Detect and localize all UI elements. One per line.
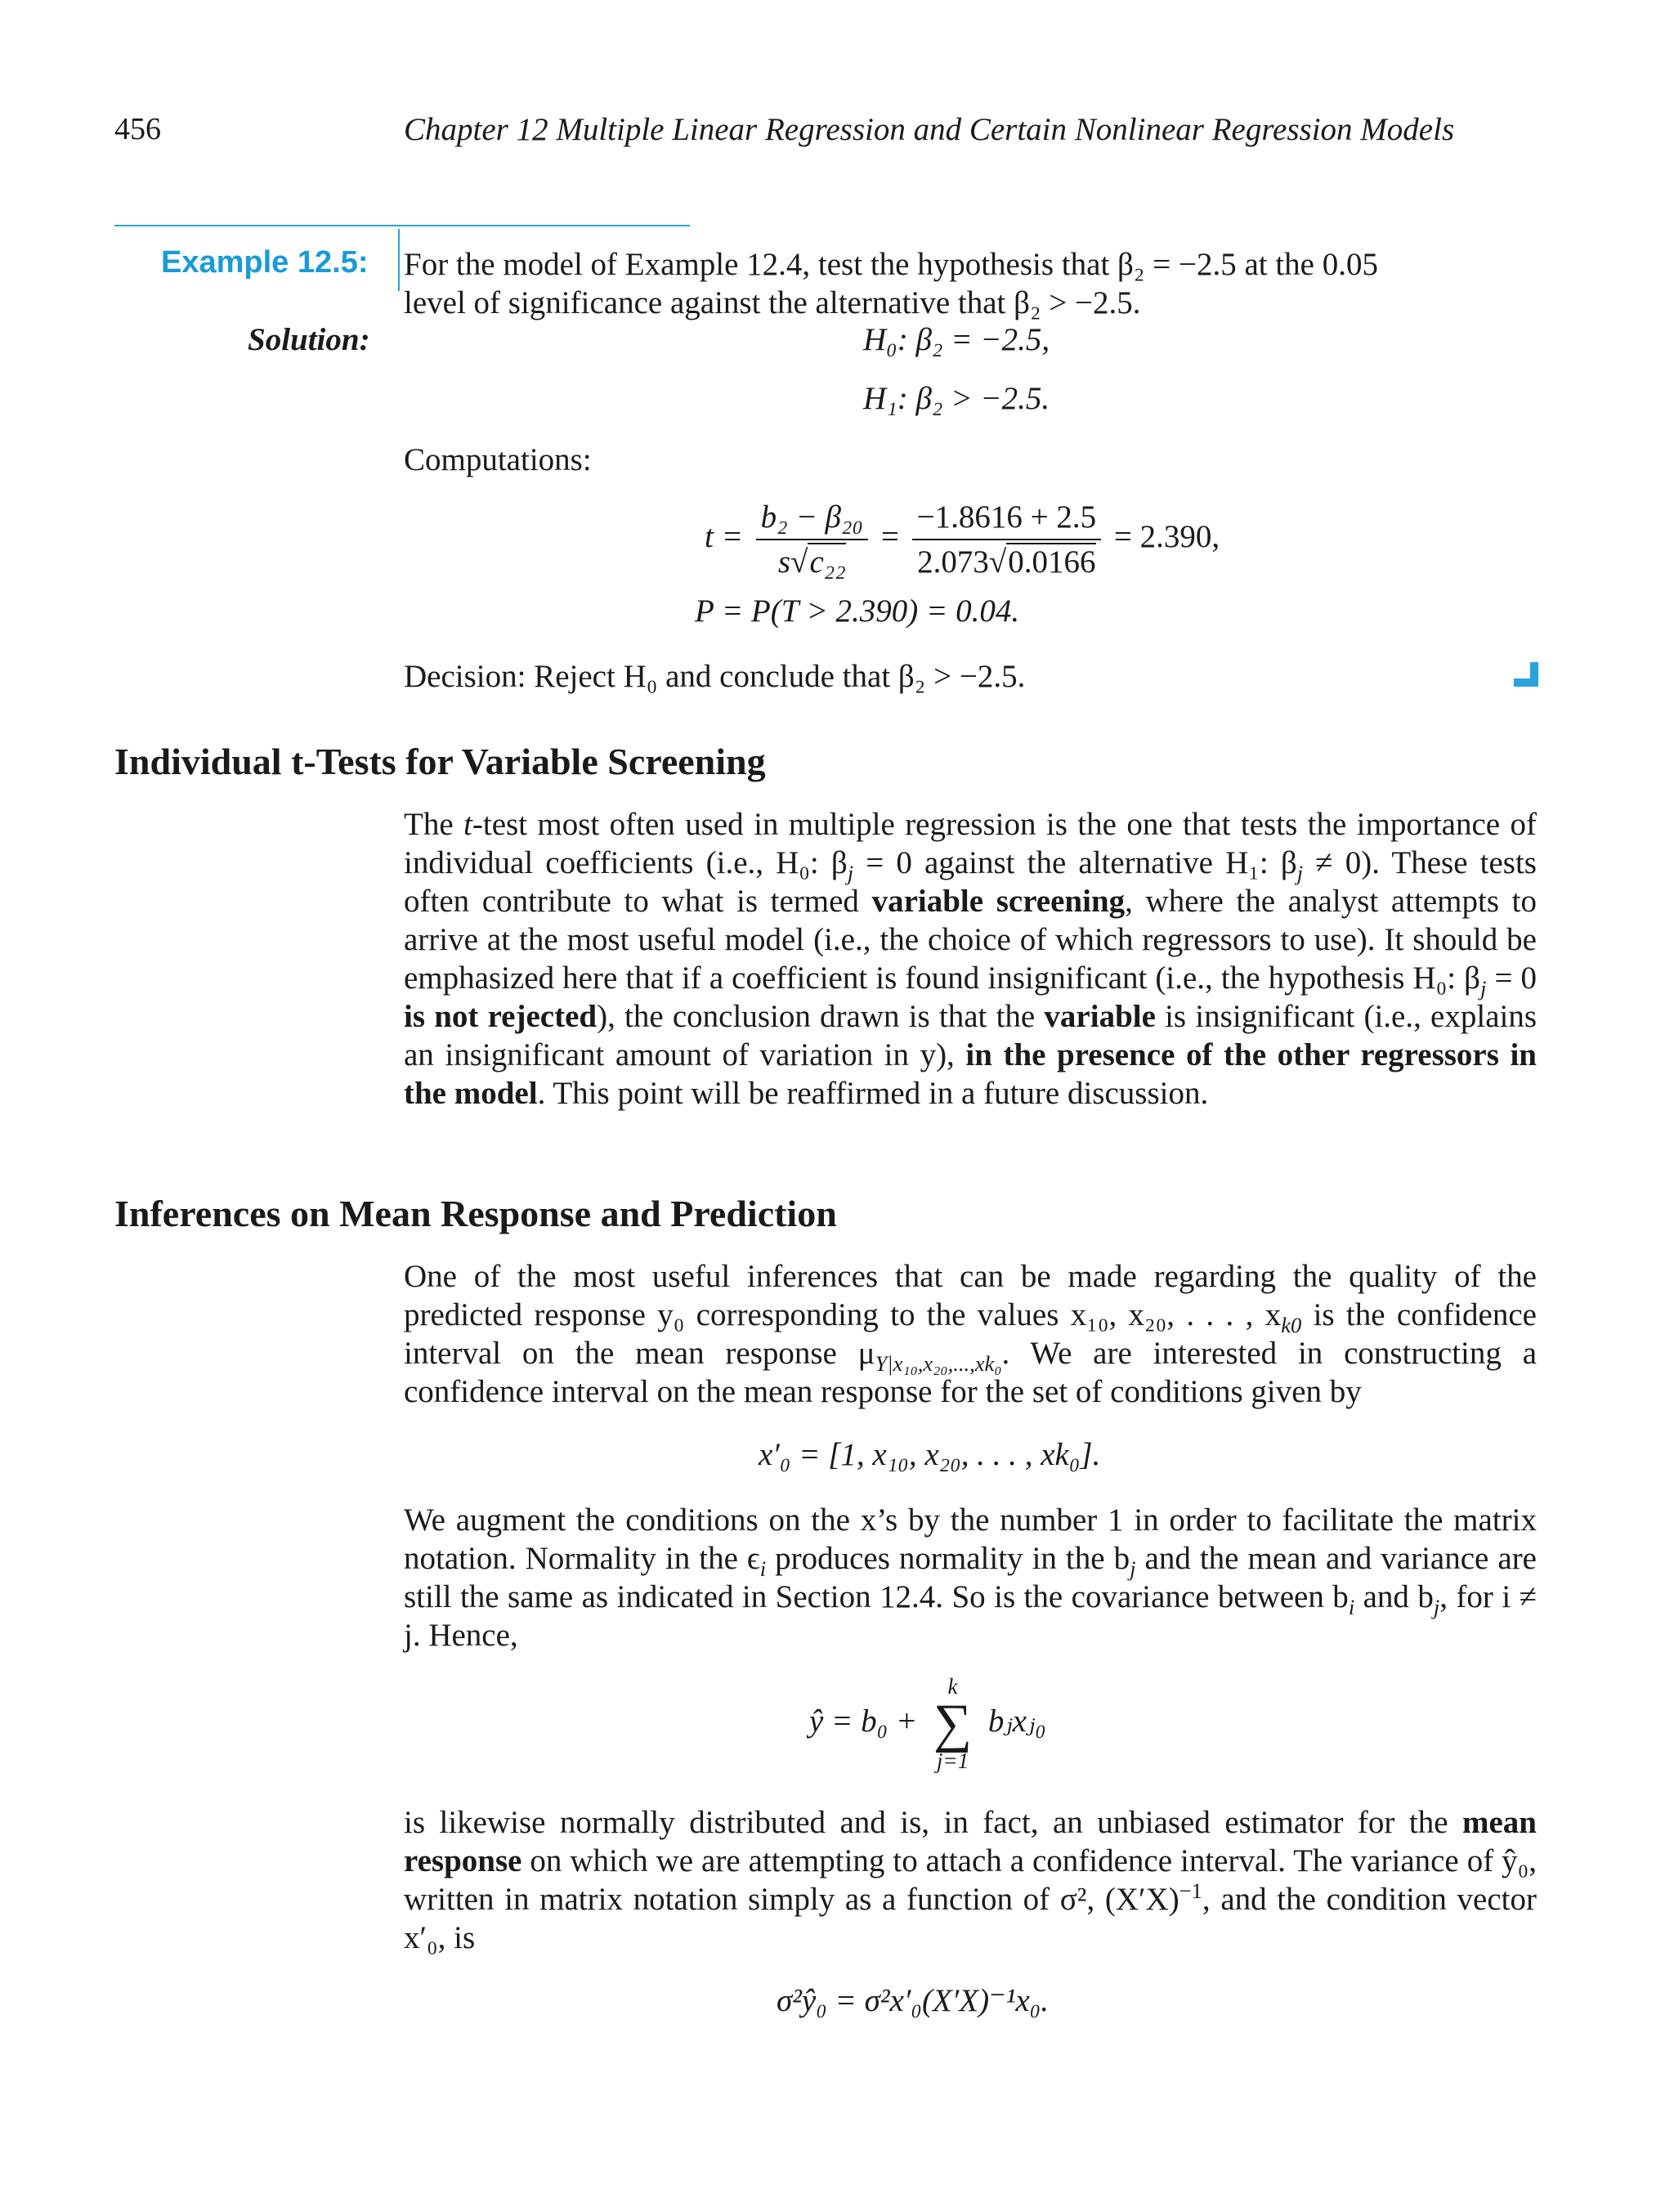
text-run: . This point will be reaffirmed in a future discussion.	[537, 1076, 1209, 1111]
text-run: , and the condition vector x′₀, is	[404, 1882, 1537, 1955]
equation-x0-vector: x′₀ = [1, x₁₀, x₂₀, . . . , xk₀].	[759, 1437, 1101, 1472]
t-fraction-numeric-num: −1.8616 + 2.5	[912, 499, 1102, 540]
text-run: and b	[1354, 1579, 1434, 1614]
text-run: The	[404, 807, 464, 842]
text-run: We augment the conditions on the x’s by the number 1 in order to facilitate the matrix notation. Normality in the ϵ	[404, 1502, 1537, 1576]
example-side-bar	[398, 229, 400, 291]
section2-paragraph2	[404, 1501, 1537, 1655]
section2-paragraph1	[404, 1257, 1537, 1411]
text-run: and the mean and variance are still the same as indicated in Section 12.4. So is the covariance between b	[404, 1541, 1537, 1614]
hypothesis-h1: H₁: β₂ > −2.5.	[863, 381, 1050, 416]
t-fraction-symbolic-den-s: s	[777, 544, 791, 580]
section2-paragraph3	[404, 1803, 1537, 1957]
text-run: on which we are attempting to attach a confidence interval. The variance of ŷ₀, written in matrix notation simply as a function of σ², (X′X)	[404, 1843, 1537, 1917]
running-head: Chapter 12 Multiple Linear Regression and Certain Nonlinear Regression Models	[404, 112, 1455, 147]
section-heading-mean-response: Inferences on Mean Response and Prediction	[114, 1193, 837, 1234]
text-run: = 0	[1486, 960, 1537, 996]
decision-text: Decision: Reject H₀ and conclude that β₂ > −2.5.	[404, 659, 1026, 694]
equation-variance-yhat: σ²ŷ₀ = σ²x′₀(X′X)⁻¹x₀.	[777, 1983, 1049, 2018]
text-run: , for i ≠ j. Hence,	[404, 1579, 1537, 1653]
example-statement-line1: For the model of Example 12.4, test the hypothesis that β₂ = −2.5 at the 0.05	[404, 247, 1378, 282]
text-run: One of the most useful inferences that can be made regarding the quality of the predicted response y₀ corresponding to the values x₁₀, x₂₀, . . . , x	[404, 1259, 1537, 1332]
t-statistic-equation	[705, 499, 1220, 580]
text-run: produces normality in the b	[766, 1541, 1130, 1576]
text-run: is likewise normally distributed and is, in fact, an unbiased estimator for the	[404, 1805, 1462, 1840]
text-run: t	[463, 807, 472, 842]
section1-paragraph	[404, 805, 1537, 1113]
example-statement-line2: level of significance against the alternative that β₂ > −2.5.	[404, 285, 1141, 320]
equation-yhat	[809, 1676, 1046, 1772]
text-run: . We are interested in constructing a confidence interval on the mean response for the set of conditions given by	[404, 1336, 1537, 1409]
text-run: variable	[1044, 999, 1156, 1034]
t-result: = 2.390,	[1113, 518, 1220, 554]
text-run: j	[1480, 975, 1487, 1001]
text-run: −1	[1179, 1878, 1202, 1903]
text-run: Y|x₁₀,x₂₀,...,xk₀	[875, 1350, 1002, 1376]
t-fraction-symbolic-den-sqrt: c₂₂	[809, 544, 846, 580]
t-fraction-numeric: $\frac{-1.8616 + 2.5}{2.073√0.0166}$	[912, 499, 1102, 580]
t-lhs: t =	[705, 518, 743, 554]
t-equals: =	[880, 518, 899, 554]
text-run: in the presence of the other regressors in the model	[404, 1037, 1537, 1111]
sum-sign: ∑	[933, 1694, 973, 1753]
t-fraction-symbolic-num: b₂ − β₂₀	[756, 499, 868, 540]
example-label: Example 12.5:	[161, 245, 369, 280]
text-run: ), the conclusion drawn is that the	[597, 999, 1045, 1034]
text-run: i	[759, 1556, 767, 1581]
summation-symbol	[933, 1676, 972, 1772]
page-number: 456	[114, 112, 161, 146]
computations-label: Computations:	[404, 442, 592, 477]
example-top-rule	[114, 225, 690, 226]
p-value-equation: P = P(T > 2.390) = 0.04.	[695, 593, 1020, 629]
yhat-rhs: bⱼxⱼ₀	[987, 1703, 1046, 1739]
text-run: j	[1296, 860, 1304, 885]
t-fraction-numeric-den-coef: 2.073	[917, 544, 989, 580]
text-run: mean response	[404, 1805, 1537, 1878]
text-run: k0	[1281, 1312, 1302, 1337]
text-run: -test most often used in multiple regression is the one that tests the importance of individual coefficients (i.e., H₀: β	[404, 807, 1537, 880]
text-run: is not rejected	[404, 999, 598, 1034]
end-of-example-icon	[1514, 662, 1538, 687]
text-run: j	[1433, 1594, 1440, 1619]
text-run: = 0 against the alternative H₁: β	[853, 845, 1297, 880]
sum-upper-limit: k	[947, 1674, 958, 1699]
text-run: is the confidence interval on the mean response μ	[404, 1297, 1537, 1371]
text-run: variable screening	[871, 884, 1126, 919]
t-fraction-symbolic: $\frac{\text{b₂ − β₂₀}}{\text{s√c₂₂}}$	[756, 499, 868, 580]
text-run: , where the analyst attempts to arrive at the most useful model (i.e., the choice of which regressors to use). It should be emphasized here that if a coefficient is found insignificant (i.e., the hypothesis H₀: β	[404, 884, 1537, 996]
text-run: j	[847, 860, 854, 885]
text-run: is insignificant (i.e., explains an insignificant amount of variation in y),	[404, 999, 1537, 1072]
solution-label: Solution:	[248, 322, 370, 357]
text-run: ≠ 0). These tests often contribute to what is termed	[404, 845, 1537, 919]
text-run: i	[1348, 1594, 1355, 1619]
yhat-lhs: ŷ = b₀ +	[809, 1703, 918, 1739]
t-fraction-numeric-den-sqrt: 0.0166	[1008, 544, 1096, 580]
sum-lower-limit: j=1	[936, 1749, 969, 1773]
text-run: j	[1130, 1556, 1136, 1581]
hypothesis-h0: H₀: β₂ = −2.5,	[863, 322, 1050, 357]
section-heading-individual-t-tests: Individual t-Tests for Variable Screening	[114, 741, 766, 782]
